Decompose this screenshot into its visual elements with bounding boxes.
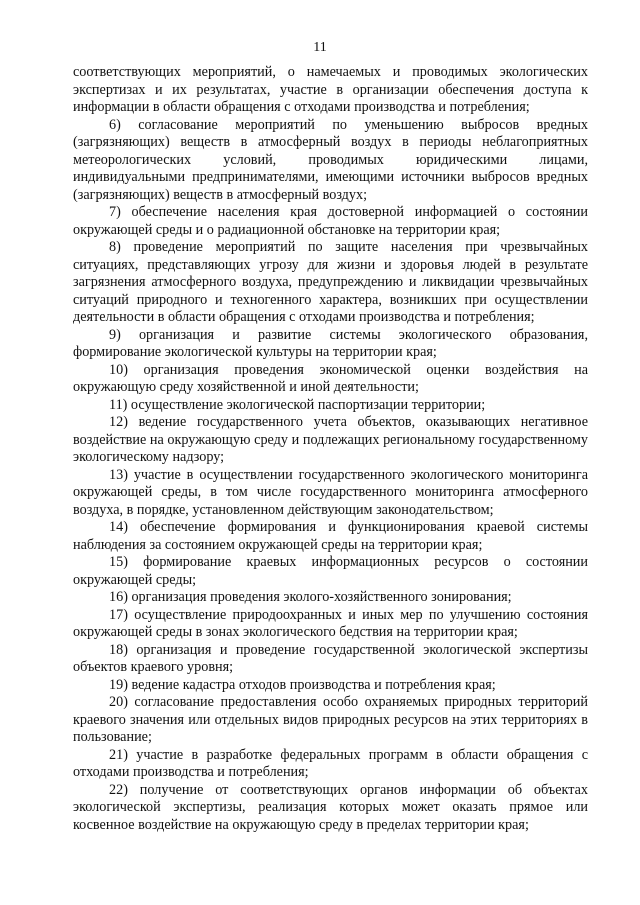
paragraph: 14) обеспечение формирования и функционирования краевой системы наблюдения за состоянием окружающей среды на территории края;: [73, 519, 588, 553]
paragraph: 22) получение от соответствующих органов информации об объектах экологической экспертизы, реализация которых может оказать прямое или косвенное воздействие на окружающую среду в пределах территории края;: [73, 781, 588, 833]
paragraph: 17) осуществление природоохранных и иных мер по улучшению состояния окружающей среды в зонах экологического бедствия на территории края;: [73, 606, 588, 640]
paragraph: 7) обеспечение населения края достоверной информацией о состоянии окружающей среды и о радиационной обстановке на территории края;: [73, 204, 588, 238]
paragraph: 16) организация проведения эколого-хозяйственного зонирования;: [109, 589, 512, 605]
paragraph: 11) осуществление экологической паспортизации территории;: [109, 396, 486, 413]
paragraph: 20) согласование предоставления особо охраняемых природных территорий краевого значения или отдельных видов природных ресурсов на этих территориях в пользование;: [73, 694, 588, 745]
paragraph: 10) организация проведения экономической оценки воздействия на окружающую среду хозяйственной и иной деятельности;: [73, 361, 588, 395]
page-number: 11: [313, 40, 327, 55]
body-text: [73, 64, 588, 834]
paragraph: 19) ведение кадастра отходов производства и потребления края;: [109, 676, 496, 693]
paragraph: 13) участие в осуществлении государственного экологического мониторинга окружающей среды, в том числе государственного мониторинга атмосферного воздуха, в порядке, установленном действующим законодательством;: [73, 466, 588, 518]
paragraph: 18) организация и проведение государственной экологической экспертизы объектов краевого уровня;: [73, 641, 588, 675]
paragraph: соответствующих мероприятий, о намечаемых и проводимых экологических экспертизах и их результатах, участие в организации обеспечения доступа к информации в области обращения с отходами производства и потребления;: [73, 64, 588, 115]
paragraph: 15) формирование краевых информационных ресурсов о состоянии окружающей среды;: [73, 554, 588, 588]
paragraph: 8) проведение мероприятий по защите населения при чрезвычайных ситуациях, представляющих угрозу для жизни и здоровья людей в результате загрязнения атмосферного воздуха, предупреждению и ликвидации чрезвычайных ситуаций природного и техногенного характера, возникших при осуществлении деятельности в области обращения с отходами производства и потребления;: [73, 239, 588, 325]
paragraph: 9) организация и развитие системы экологического образования, формирование экологической культуры на территории края;: [73, 326, 588, 360]
paragraph: 12) ведение государственного учета объектов, оказывающих негативное воздействие на окружающую среду и подлежащих региональному государственному экологическому надзору;: [73, 414, 588, 465]
paragraph: 6) согласование мероприятий по уменьшению выбросов вредных (загрязняющих) веществ в атмосферный воздух в периоды неблагоприятных метеорологических условий, проводимых юридическими лицами, индивидуальными предпринимателями, имеющими источники выбросов вредных (загрязняющих) веществ в атмосферный воздух;: [73, 116, 588, 203]
paragraph: 21) участие в разработке федеральных программ в области обращения с отходами производства и потребления;: [73, 746, 588, 780]
